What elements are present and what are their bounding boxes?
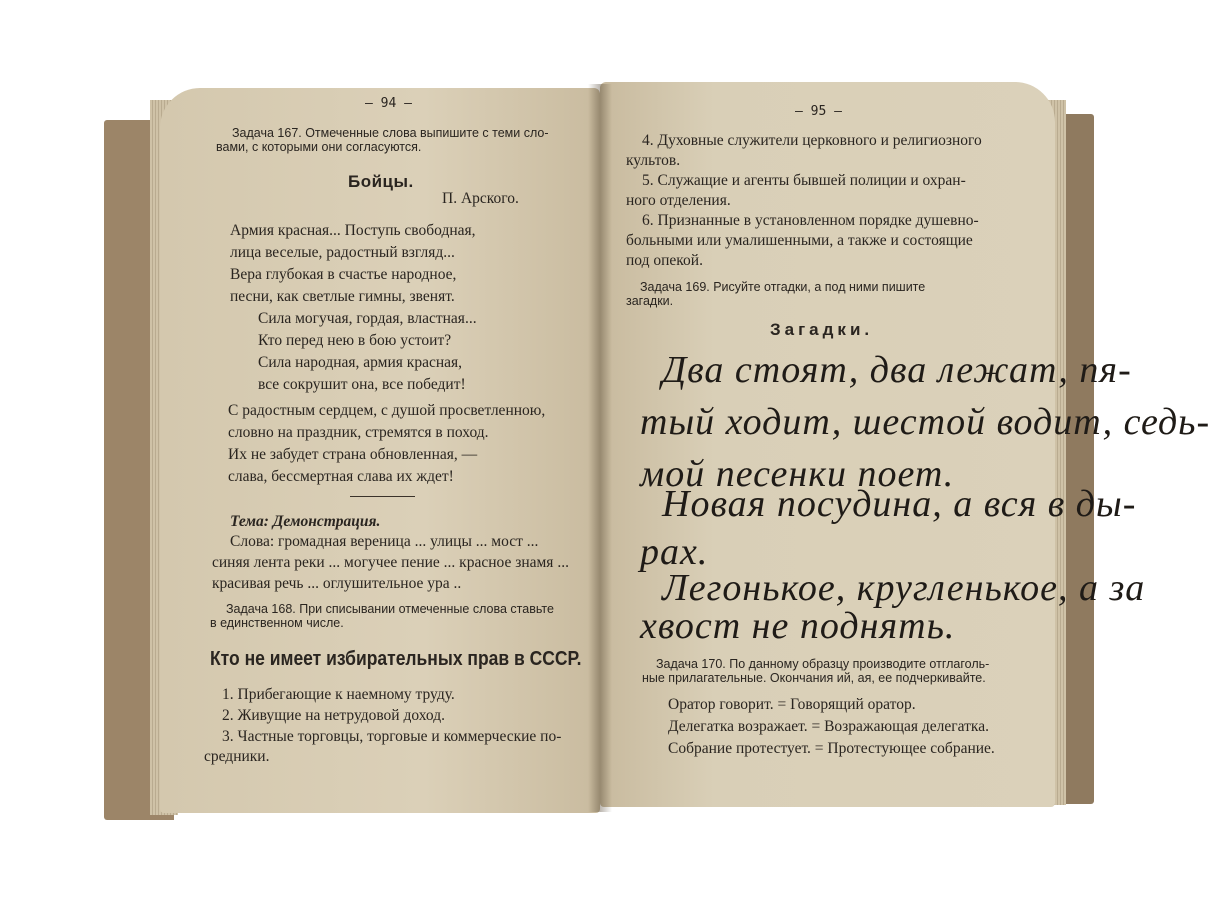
task-170-line-1: Задача 170. По данному образцу производите отглаголь- — [656, 657, 990, 671]
stanza-2-line-1: Сила могучая, гордая, властная... — [258, 310, 477, 327]
list-item-4: 4. Духовные служители церковного и религиозного — [642, 132, 982, 149]
stanza-2-line-4: все сокрушит она, все победит! — [258, 376, 466, 393]
stanza-3-line-2: словно на праздник, стремятся в поход. — [228, 424, 489, 441]
page-number: — 95 — — [795, 104, 842, 119]
stanza-2-line-3: Сила народная, армия красная, — [258, 354, 463, 371]
task-169-line-2: загадки. — [626, 294, 674, 308]
list-item-4-cont: культов. — [626, 152, 681, 169]
list-item-6-cont-2: под опекой. — [626, 252, 703, 269]
stanza-3-line-3: Их не забудет страна обновленная, — — [228, 446, 478, 463]
section-title: Кто не имеет избирательных прав в СССР. — [210, 646, 582, 670]
example-3: Собрание протестует. = Протестующее собрание. — [668, 740, 995, 757]
stanza-1-line-2: лица веселые, радостный взгляд... — [230, 244, 455, 261]
riddle-3-line-2: хвост не поднять. — [640, 605, 956, 647]
task-168-line-2: в единственном числе. — [210, 616, 344, 630]
words-line-1: Слова: громадная вереница ... улицы ... мост ... — [230, 533, 539, 550]
stanza-1-line-1: Армия красная... Поступь свободная, — [230, 222, 476, 239]
task-170-line-2: ные прилагательные. Окончания ий, ая, ее подчеркивайте. — [642, 671, 986, 685]
page-95 — [600, 82, 1210, 807]
poem-title: Бойцы. — [348, 172, 414, 191]
stanza-1-line-3: Вера глубокая в счастье народное, — [230, 266, 457, 283]
riddle-1-line-2: тый ходит, шестой водит, седь- — [640, 401, 1210, 443]
page-number: — 94 — — [365, 96, 412, 111]
list-item-6: 6. Признанные в установленном порядке душевно- — [642, 212, 979, 229]
poem-author: П. Арского. — [442, 190, 519, 207]
riddle-2-line-2: рах. — [640, 531, 709, 573]
stanza-2-line-2: Кто перед нею в бою устоит? — [258, 332, 452, 349]
riddle-1-line-3: мой песенки поет. — [640, 453, 955, 495]
riddles-title: Загадки. — [770, 320, 874, 339]
list-item-5: 5. Служащие и агенты бывшей полиции и охран- — [642, 172, 966, 189]
list-item-2: 2. Живущие на нетрудовой доход. — [222, 707, 445, 724]
stanza-1-line-4: песни, как светлые гимны, звенят. — [230, 288, 455, 305]
task-169-line-1: Задача 169. Рисуйте отгадки, а под ними пишите — [640, 280, 926, 294]
stanza-3-line-4: слава, бессмертная слава их ждет! — [228, 468, 454, 485]
task-167-line-1: Задача 167. Отмеченные слова выпишите с теми сло- — [232, 126, 549, 140]
riddle-1-line-1: Два стоят, два лежат, пя- — [662, 349, 1132, 391]
section-divider — [350, 496, 415, 497]
riddle-2-line-1: Новая посудина, а вся в ды- — [662, 483, 1137, 525]
task-167-line-2: вами, с которыми они согласуются. — [216, 140, 422, 154]
page-94 — [160, 88, 600, 813]
book-gutter — [588, 84, 612, 812]
task-168-line-1: Задача 168. При списывании отмеченные слова ставьте — [226, 602, 554, 616]
words-line-3: красивая речь ... оглушительное ура .. — [212, 575, 462, 592]
riddle-3-line-1: Легонькое, кругленькое, а за — [662, 567, 1146, 609]
theme-line: Тема: Демонстрация. — [230, 513, 381, 530]
stanza-3-line-1: С радостным сердцем, с душой просветленною, — [228, 402, 546, 419]
words-line-2: синяя лента реки ... могучее пение ... красное знамя ... — [212, 554, 569, 571]
list-item-3-cont: средники. — [204, 748, 270, 765]
list-item-5-cont: ного отделения. — [626, 192, 731, 209]
list-item-1: 1. Прибегающие к наемному труду. — [222, 686, 455, 703]
list-item-3: 3. Частные торговцы, торговые и коммерческие по- — [222, 728, 562, 745]
example-1: Оратор говорит. = Говорящий оратор. — [668, 696, 916, 713]
example-2: Делегатка возражает. = Возражающая делегатка. — [668, 718, 989, 735]
list-item-6-cont-1: больными или умалишенными, а также и состоящие — [626, 232, 973, 249]
